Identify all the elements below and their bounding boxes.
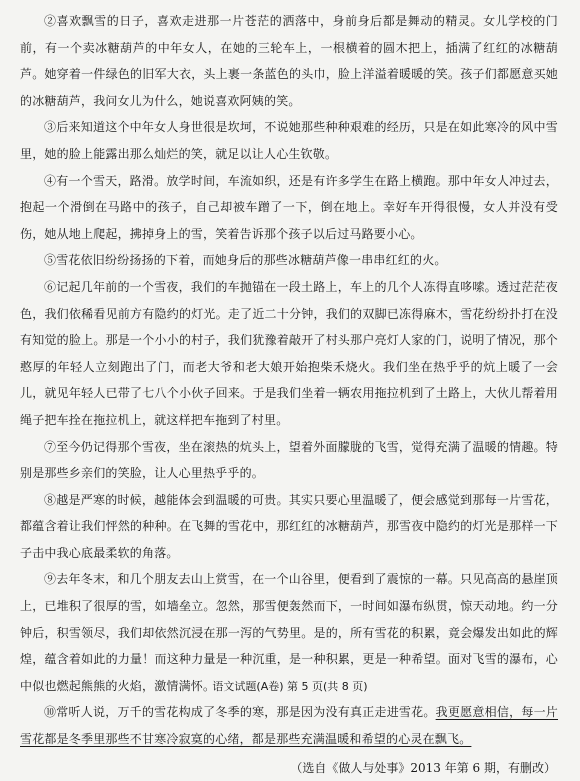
- paragraph-text: 后来知道这个中年女人身世很是坎坷，不说她那些种种艰难的经历，只是在如此寒冷的风中雪里，她的脸上能露出那么灿烂的笑，就足以让人心生钦敬。: [20, 120, 558, 161]
- paragraph-number: ⑩: [44, 705, 57, 720]
- paragraph-number: ⑧: [44, 492, 57, 507]
- paragraph-number: ③: [44, 120, 57, 135]
- paragraph-6: [20, 274, 558, 434]
- paragraph-4: [20, 168, 558, 248]
- paragraph-number: ④: [44, 173, 57, 188]
- paragraph-3: [20, 114, 558, 167]
- paragraph-text: 有一个雪天，路滑。放学时间，车流如织，还是有许多学生在路上横跑。那中年女人冲过去，抱起一个滑倒在马路中的孩子，自己却被车蹭了一下，倒在地上。幸好车开得很慢，女人并没有受伤，她从地上爬起，拂掉身上的雪，笑着告诉那个孩子以后过马路要小心。: [20, 173, 558, 241]
- paragraph-text: 记起几年前的一个雪夜，我们的车抛锚在一段土路上，车上的几个人冻得直哆嗦。透过茫茫夜色，我们依稀看见前方有隐约的灯光。走了近二十分钟，我们的双脚已冻得麻木，雪花纷纷扑打在没有知觉的脸上。那是一个小小的村子，我们犹豫着敲开了村头那户亮灯人家的门，说明了情况，那个憨厚的年轻人立刻跑出了门，而老大爷和老大娘开始抱柴禾烧火。我们坐在热乎乎的炕上暖了一会儿，就见年轻人已带了七八个小伙子回来。于是我们坐着一辆农用拖拉机到了土路上，大伙儿帮着用绳子把车拴在拖拉机上，就这样把车拖到了村里。: [20, 279, 558, 427]
- paragraph-number: ⑥: [44, 279, 57, 294]
- paragraph-number: ②: [44, 14, 57, 28]
- paragraph-text: 至今仍记得那个雪夜，坐在滚热的炕头上，望着外面朦胧的飞雪，觉得充满了温暖的情趣。特别是那些乡亲们的笑脸，让人心里热乎乎的。: [20, 439, 558, 481]
- paragraph-number: ⑤: [44, 253, 57, 268]
- article-body: [20, 8, 558, 753]
- paragraph-number: ⑦: [44, 439, 57, 454]
- underlined-sentence: 我更愿意相信，每一片雪花都是冬季里那些不甘寒冷寂寞的心绪，都是那些充满温暖和希望的心灵在飘飞。: [20, 705, 559, 747]
- source-citation: （选自《做人与处事》2013 年第 6 期，有删改）: [290, 760, 556, 775]
- paragraph-text: 喜欢飘雪的日子，喜欢走进那一片苍茫的洒落中，身前身后都是舞动的精灵。女儿学校的门前，有一个卖冰糖葫芦的中年女人，在她的三轮车上，一根横着的圆木把上，插满了红红的冰糖葫芦。她穿着一件绿色的旧军大衣，头上裹一条蓝色的头巾，脸上洋溢着暖暖的笑。孩子们都愿意买她的冰糖葫芦，我问女儿为什么，她说喜欢阿姨的笑。: [20, 14, 558, 108]
- paragraph-8: [20, 487, 558, 567]
- paragraph-number: ⑨: [44, 572, 57, 587]
- paragraph-text: 雪花依旧纷纷扬扬的下着，而她身后的那些冰糖葫芦像一串串红红的火。: [56, 253, 447, 268]
- paragraph-5: [20, 247, 558, 274]
- paragraph-10: [20, 699, 558, 752]
- paragraph-2: [20, 8, 558, 114]
- page-footer: 语文试题(A卷) 第 5 页(共 8 页): [212, 680, 368, 693]
- paragraph-7: [20, 434, 558, 487]
- paragraph-text: 越是严寒的时候，越能体会到温暖的可贵。其实只要心里温暖了，便会感觉到那每一片雪花，都蕴含着让我们怦然的种种。在飞舞的雪花中，那红红的冰糖葫芦，那雪夜中隐约的灯光是那样一下子击中我心底最柔软的角落。: [20, 492, 558, 560]
- paragraph-text: 常听人说，万千的雪花构成了冬季的寒，那是因为没有真正走进雪花。: [56, 705, 436, 720]
- paragraph-text: 去年冬末，和几个朋友去山上赏雪，在一个山谷里，便看到了震惊的一幕。只见高高的悬崖顶上，已堆积了很厚的雪，如墙垒立。忽然，那雪便轰然而下，一时间如瀑布纵贯，惊天动地。约一分钟后，积雪领尽，我们却依然沉浸在那一泻的气势里。是的，所有雪花的积累，竟会爆发出如此的辉煌，蕴含着如此的力量！而这种力量是一种沉重，是一种积累，更是一种希望。面对飞雪的瀑布，心中似也燃起熊熊的火焰，激情满怀。: [20, 572, 558, 693]
